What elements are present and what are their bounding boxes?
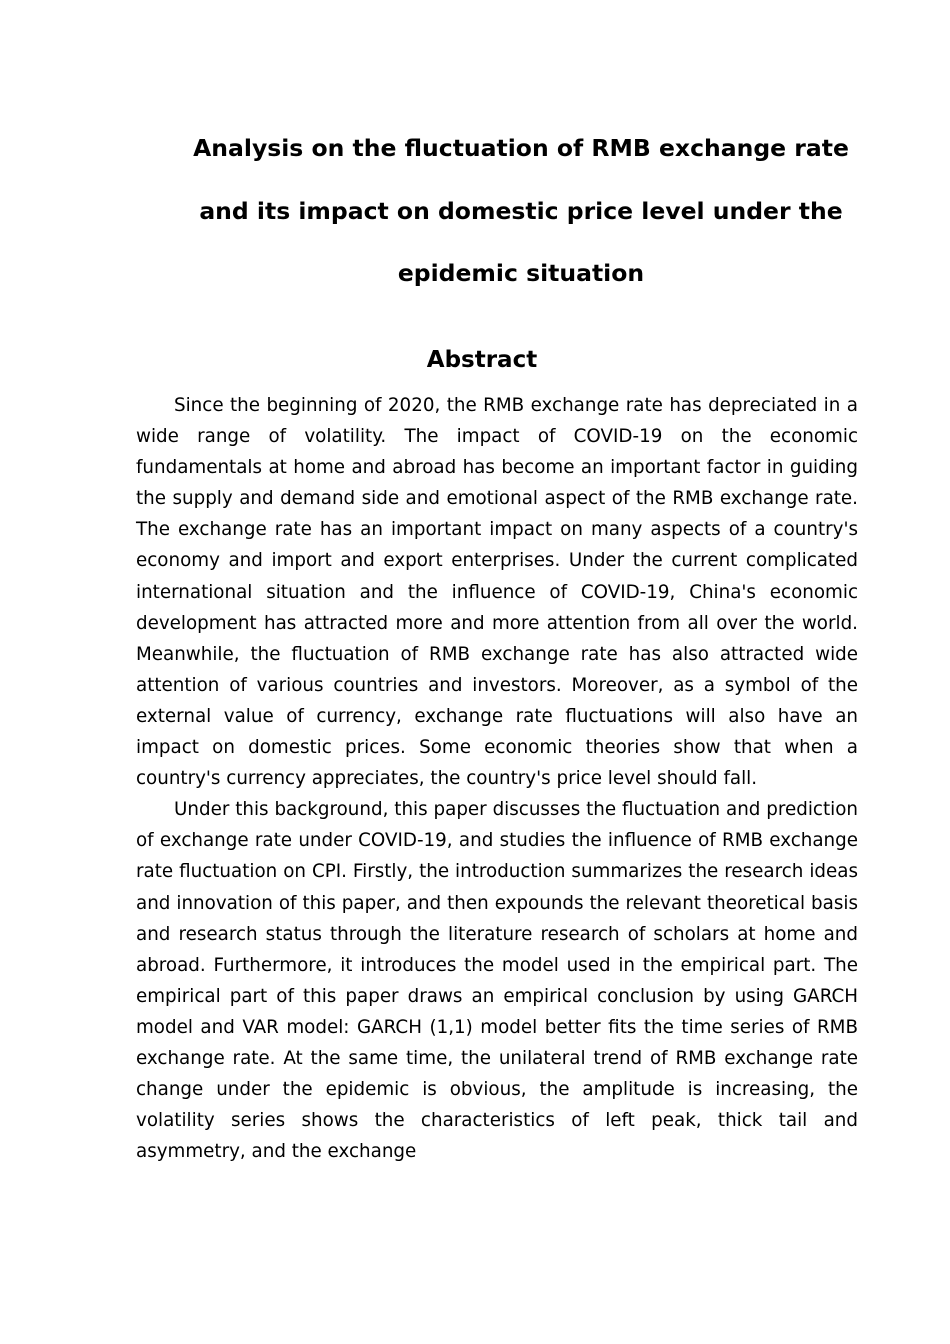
title-line-2: and its impact on domestic price level under the	[199, 196, 843, 225]
paper-title	[175, 117, 867, 305]
abstract-body	[136, 390, 858, 1167]
title-line-3: epidemic situation	[397, 259, 645, 287]
abstract-heading: Abstract	[426, 347, 538, 373]
abstract-paragraph-2: Under this background, this paper discusses the fluctuation and prediction of exchange rate under COVID-19, and studies the influence of RMB exchange rate fluctuation on CPI. Firstly, the introduction summarizes the research ideas and innovation of this paper, and then expounds the relevant theoretical basis and research status through the literature research of scholars at home and abroad. Furthermore, it introduces the model used in the empirical part. The empirical part of this paper draws an empirical conclusion by using GARCH model and VAR model: GARCH (1,1) model better fits the time series of RMB exchange rate. At the same time, the unilateral trend of RMB exchange rate change under the epidemic is obvious, the amplitude is increasing, the volatility series shows the characteristics of left peak, thick tail and asymmetry, and the exchange	[136, 799, 858, 1163]
abstract-paragraph-1: Since the beginning of 2020, the RMB exchange rate has depreciated in a wide range of volatility. The impact of COVID-19 on the economic fundamentals at home and abroad has become an important factor in guiding the supply and demand side and emotional aspect of the RMB exchange rate. The exchange rate has an important impact on many aspects of a country's economy and import and export enterprises. Under the current complicated international situation and the influence of COVID-19, China's economic development has attracted more and more attention from all over the world. Meanwhile, the fluctuation of RMB exchange rate has also attracted wide attention of various countries and investors. Moreover, as a symbol of the external value of currency, exchange rate fluctuations will also have an impact on domestic prices. Some economic theories show that when a country's currency appreciates, the country's price level should fall.	[136, 395, 858, 790]
title-line-1: Analysis on the fluctuation of RMB exchange rate	[193, 134, 849, 162]
